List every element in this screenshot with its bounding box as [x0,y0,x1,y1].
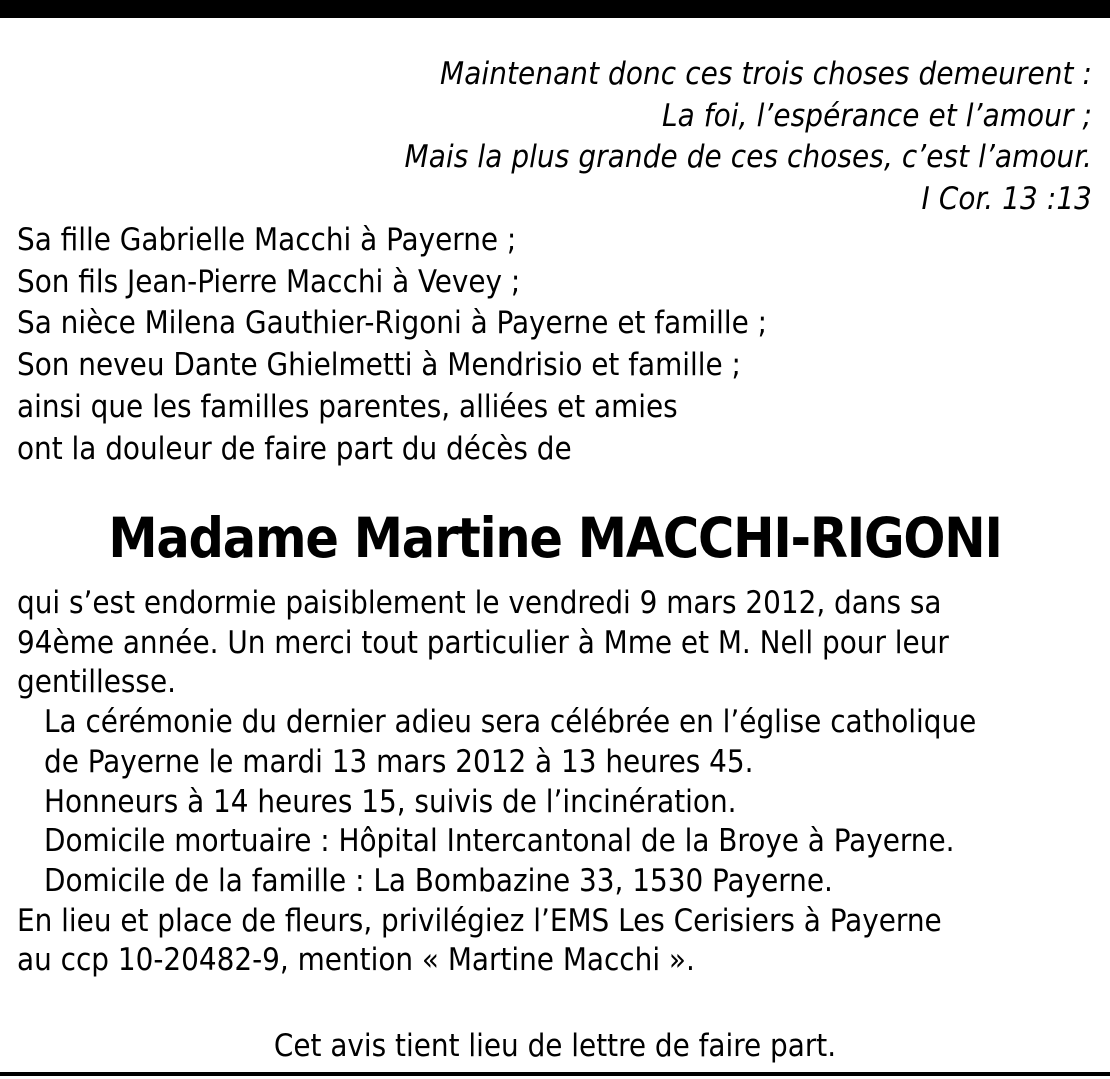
family-line: ainsi que les familles parentes, alliées et amies [17,388,678,425]
details-line: qui s’est endormie paisiblement le vendredi 9 mars 2012, dans sa [17,585,942,621]
donation-line: au ccp 10-20482-9, mention « Martine Macchi ». [17,942,695,979]
family-announcement [17,220,767,470]
verse-line: La foi, l’espérance et l’amour ; [661,97,1092,134]
family-line: Son fils Jean-Pierre Macchi à Vevey ; [17,263,521,300]
obituary-details [17,584,1097,981]
family-address-line: Domicile de la famille : La Bombazine 33, 1530 Payerne. [44,862,833,899]
verse-line: Maintenant donc ces trois choses demeurent : [440,56,1092,92]
ceremony-line: La cérémonie du dernier adieu sera célébrée en l’église catholique [44,704,977,741]
donation-line: En lieu et place de fleurs, privilégiez l’EMS Les Cerisiers à Payerne [17,902,942,939]
details-line: gentillesse. [17,664,176,701]
closing-note: Cet avis tient lieu de lettre de faire part. [273,1028,837,1064]
family-line: Sa nièce Milena Gauthier-Rigoni à Payerne et famille ; [17,305,768,342]
verse-reference: I Cor. 13 :13 [921,180,1092,217]
family-line: Sa fille Gabrielle Macchi à Payerne ; [17,222,517,258]
details-line: 94ème année. Un merci tout particulier à Mme et M. Nell pour leur [17,624,949,661]
bottom-border-rule [0,1072,1110,1076]
top-border-bar [0,0,1110,18]
bible-verse [92,54,1092,220]
family-line: Son neveu Dante Ghielmetti à Mendrisio et famille ; [17,347,741,384]
mortuary-address-line: Domicile mortuaire : Hôpital Intercantonal de la Broye à Payerne. [44,823,955,860]
deceased-name: Madame Martine MACCHI-RIGONI [108,506,1002,570]
family-line: ont la douleur de faire part du décès de [17,430,572,467]
honours-line: Honneurs à 14 heures 15, suivis de l’incinération. [44,783,737,820]
ceremony-line: de Payerne le mardi 13 mars 2012 à 13 heures 45. [44,743,754,780]
verse-line: Mais la plus grande de ces choses, c’est l’amour. [404,139,1092,175]
